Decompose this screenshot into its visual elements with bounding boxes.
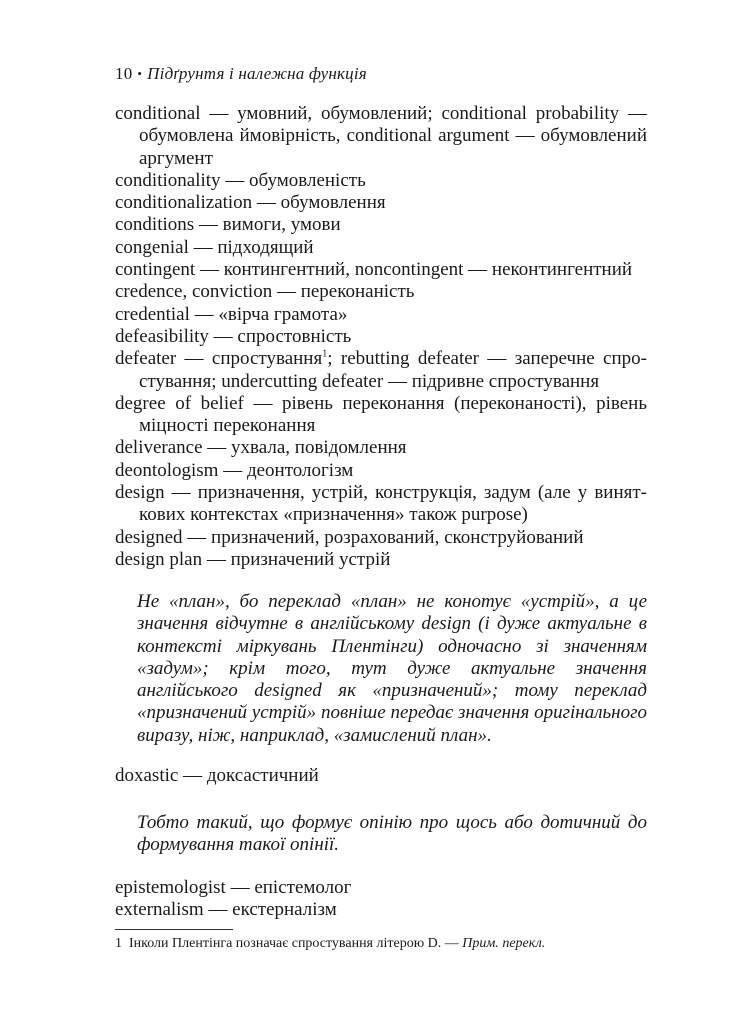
translator-note-design: Не «план», бо переклад «план» не конотує «устрій», а це значення відчутне в англійському design (і дуже актуальне в контексті міркувань Плентінги) одночасно зі значенням «задум»; крім того, тут дуже актуальне значення англійського designed як «призначений»; тому переклад «призначений устрій» повніше передає значення оригінального виразу, ніж, наприклад, «замислений план». — [137, 591, 647, 746]
glossary-entry: conditions — вимоги, умови — [115, 214, 341, 236]
glossary-entry: doxastic — доксастичний — [115, 765, 319, 786]
glossary-entry: deliverance — ухвала, повідомлення — [115, 437, 407, 459]
glossary-entry: credential — «вірча грамота» — [115, 303, 348, 325]
glossary-entry: design — призначення, устрій, конструкція, задум (але у виняткових контекстах «призначення» також purpose) — [115, 482, 647, 526]
footnote-reference[interactable]: 1 — [322, 348, 328, 360]
glossary-entries-block-3 — [115, 877, 647, 922]
glossary-entries-block-1 — [115, 103, 647, 571]
footnote-number: 1 — [115, 936, 122, 951]
defeater-text-rest: ; rebutting defeater — заперечне спростування; undercutting defeater — підривне спростування — [139, 348, 647, 392]
glossary-entry: degree of belief — рівень переконання (переконаності), рівень міцності переконання — [115, 392, 647, 437]
glossary-entry: design plan — призначений устрій — [115, 548, 391, 570]
defeater-text: defeater — спростування — [115, 348, 323, 370]
glossary-entry: conditionality — обумовленість — [115, 169, 366, 191]
footnote-text: Інколи Плентінга позначає спростування літерою D. — — [129, 936, 459, 951]
running-header — [115, 64, 367, 84]
glossary-entry: congenial — підходящий — [115, 236, 314, 258]
glossary-entry: defeasibility — спростовність — [115, 325, 352, 347]
footnote-divider — [115, 929, 233, 930]
glossary-entry: designed — призначений, розрахований, сконструйований — [115, 526, 584, 548]
running-title: Підґрунтя і належна функція — [147, 64, 367, 83]
glossary-entry: conditional — умовний, обумовлений; conditional probability — обумовлена ймовірність, conditional argument — обумовлений аргумент — [115, 103, 647, 169]
glossary-entry: credence, conviction — переконаність — [115, 281, 415, 303]
translator-note-doxastic: Тобто такий, що формує опінію про щось або дотичний до формування такої опінії. — [137, 812, 647, 856]
glossary-entry: externalism — екстерналізм — [115, 899, 337, 921]
footnote — [115, 936, 647, 952]
footnote-translator-mark: Прим. перекл. — [462, 936, 546, 951]
page-number: 10 — [115, 64, 133, 83]
glossary-entry: contingent — контингентний, noncontingent — неконтингентний — [115, 259, 633, 281]
glossary-entry-defeater — [115, 348, 647, 393]
glossary-entry: epistemologist — епістемолог — [115, 877, 352, 898]
glossary-entries-block-2 — [115, 765, 647, 787]
glossary-entry: conditionalization — обумовлення — [115, 192, 386, 214]
glossary-entry: deontologism — деонтологізм — [115, 459, 354, 481]
header-bullet: • — [137, 66, 143, 81]
